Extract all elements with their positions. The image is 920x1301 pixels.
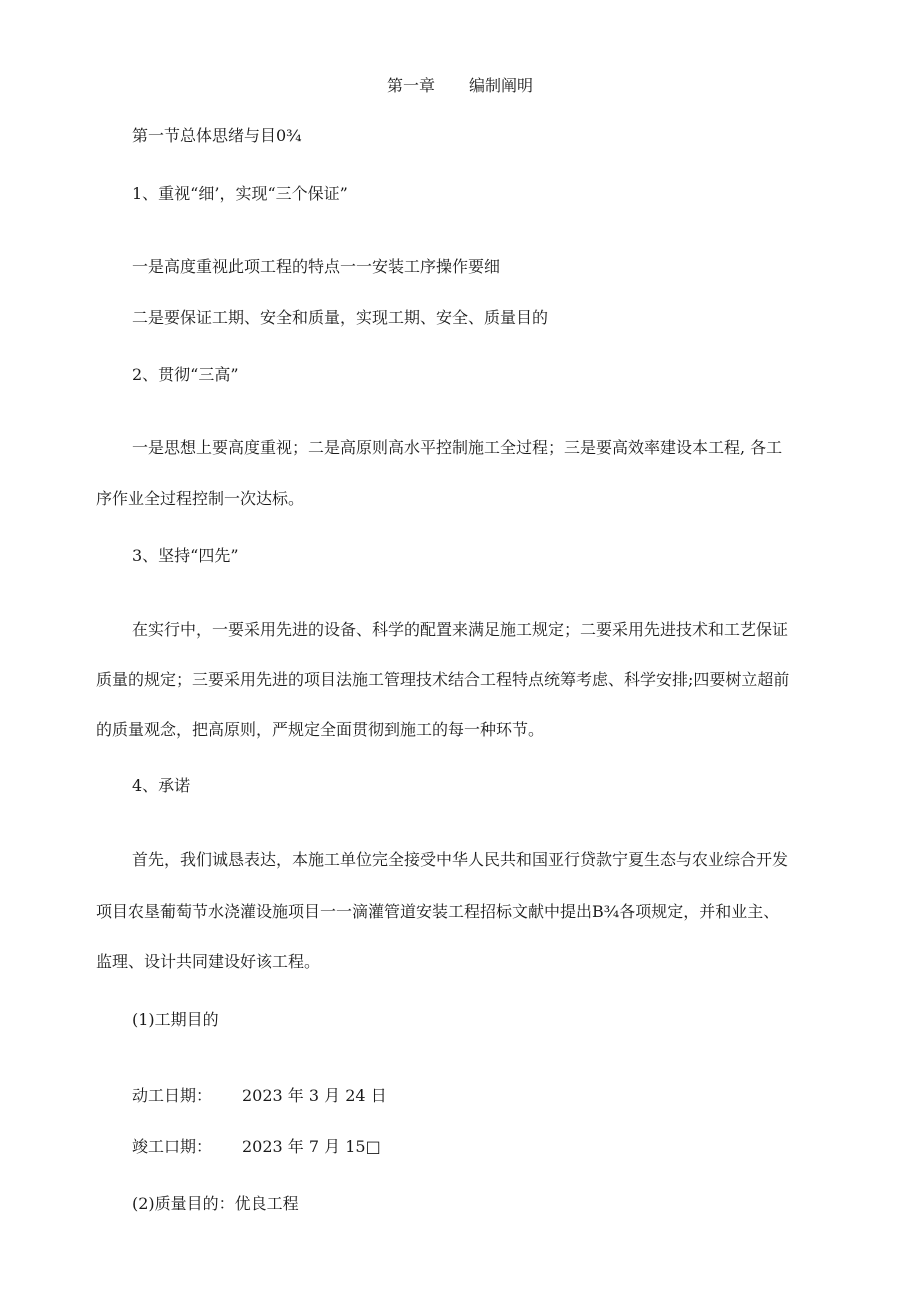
item-1-line-1: 一是高度重视此项工程的特点一一安装工序操作要细: [132, 257, 501, 276]
end-date-value: 2023 年 7 月 15□: [242, 1137, 381, 1156]
quality-target: (2)质量目的：优良工程: [132, 1194, 299, 1213]
item-2-line-2: 序作业全过程控制一次达标。: [96, 489, 305, 508]
item-2-line-1: 一是思想上要高度重视；二是高原则高水平控制施工全过程；三是要高效率建设本工程, 各工: [132, 438, 783, 457]
item-1-line-2: 二是要保证工期、安全和质量，实现工期、安全、质量目的: [132, 308, 549, 327]
item-4-line-2: 项目农垦葡萄节水浇灌设施项目一一滴灌管道安装工程招标文献中提出B¾各项规定，并和业主、: [96, 902, 780, 921]
chapter-title: [0, 78, 920, 94]
item-3-line-1: 在实行中，一要采用先进的设备、科学的配置来满足施工规定；二要采用先进技术和工艺保证: [132, 620, 789, 639]
section-heading: 第一节总体思绪与目0¾: [132, 126, 302, 145]
schedule-heading: (1)工期目的: [132, 1010, 219, 1029]
item-3-line-3: 的质量观念，把高原则，严规定全面贯彻到施工的每一种环节。: [96, 720, 545, 739]
item-3-line-2: 质量的规定；三要采用先进的项目法施工管理技术结合工程特点统筹考虑、科学安排;四要树立超前: [96, 670, 790, 689]
item-2-heading: 2、贯彻“三高”: [132, 365, 239, 384]
item-4-line-3: 监理、设计共同建设好该工程。: [96, 952, 321, 971]
item-1-heading: 1、重视“细’，实现“三个保证”: [132, 184, 348, 203]
end-date-label: 竣工口期：: [132, 1137, 213, 1156]
item-4-heading: 4、承诺: [132, 776, 191, 795]
start-date-label: 动工日期：: [132, 1086, 213, 1105]
start-date-value: 2023 年 3 月 24 日: [242, 1086, 387, 1105]
item-3-heading: 3、坚持“四先”: [132, 546, 239, 565]
chapter-name: 编制阐明: [469, 76, 534, 95]
item-4-line-1: 首先，我们诚恳表达，本施工单位完全接受中华人民共和国亚行贷款宁夏生态与农业综合开发: [132, 850, 789, 869]
chapter-number: 第一章: [386, 76, 435, 95]
